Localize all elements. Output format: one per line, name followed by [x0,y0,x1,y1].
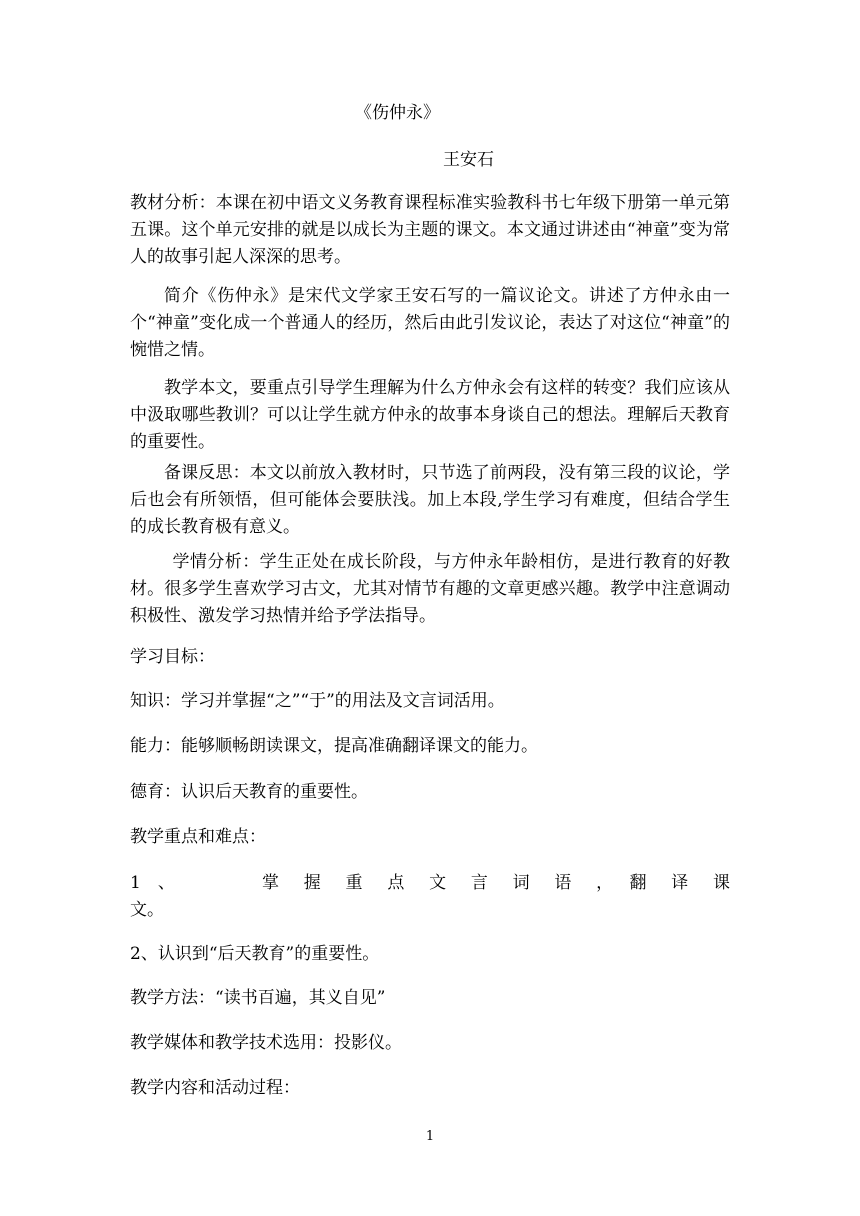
moral-objective: 德育：认识后天教育的重要性。 [130,782,368,802]
teaching-focus-paragraph: 教学本文，要重点引导学生理解为什么方仲永会有这样的转变？我们应该从中汲取哪些教训？可以让学生就方仲永的故事本身谈自己的想法。理解后天教育的重要性。 [130,378,730,452]
document-title: 《伤仲永》 [355,103,440,123]
page-number: 1 [425,1129,435,1144]
teaching-method: 教学方法：“读书百遍，其义自见” [130,988,386,1008]
ability-objective: 能力：能够顺畅朗读课文，提高准确翻译课文的能力。 [130,736,538,756]
key-points-heading: 教学重点和难点： [130,827,266,847]
teaching-media: 教学媒体和教学技术选用：投影仪。 [130,1033,402,1053]
teaching-process-heading: 教学内容和活动过程： [130,1078,300,1098]
introduction-paragraph: 简介《伤仲永》是宋代文学家王安石写的一篇议论文。讲述了方仲永由一个“神童”变化成一个普通人的经历，然后由此引发议论，表达了对这位“神童”的惋惜之情。 [130,286,730,360]
key-point-1 [130,870,730,924]
key-point-1-number: 1 、 [130,873,175,893]
key-point-1-text: 掌 握 重 点 文 言 词 语 ， 翻 译 课 [262,873,730,893]
key-point-1-first-line [130,870,730,897]
lesson-reflection-paragraph: 备课反思：本文以前放入教材时，只节选了前两段，没有第三段的议论，学后也会有所领悟，但可能体会要肤浅。加上本段,学生学习有难度，但结合学生的成长教育极有意义。 [130,463,730,537]
document-author: 王安石 [443,150,494,170]
knowledge-objective: 知识：学习并掌握“之”“于”的用法及文言词活用。 [130,691,505,711]
key-point-2: 2、认识到“后天教育”的重要性。 [130,944,380,964]
textbook-analysis-paragraph: 教材分析：本课在初中语文义务教育课程标准实验教科书七年级下册第一单元第五课。这个单元安排的就是以成长为主题的课文。本文通过讲述由“神童”变为常人的故事引起人深深的思考。 [130,193,730,267]
student-analysis-paragraph: 学情分析：学生正处在成长阶段，与方仲永年龄相仿，是进行教育的好教材。很多学生喜欢学习古文，尤其对情节有趣的文章更感兴趣。教学中注意调动积极性、激发学习热情并给予学法指导。 [130,552,730,626]
key-point-1-second-line: 文。 [130,900,164,920]
learning-objectives-heading: 学习目标： [130,647,215,667]
